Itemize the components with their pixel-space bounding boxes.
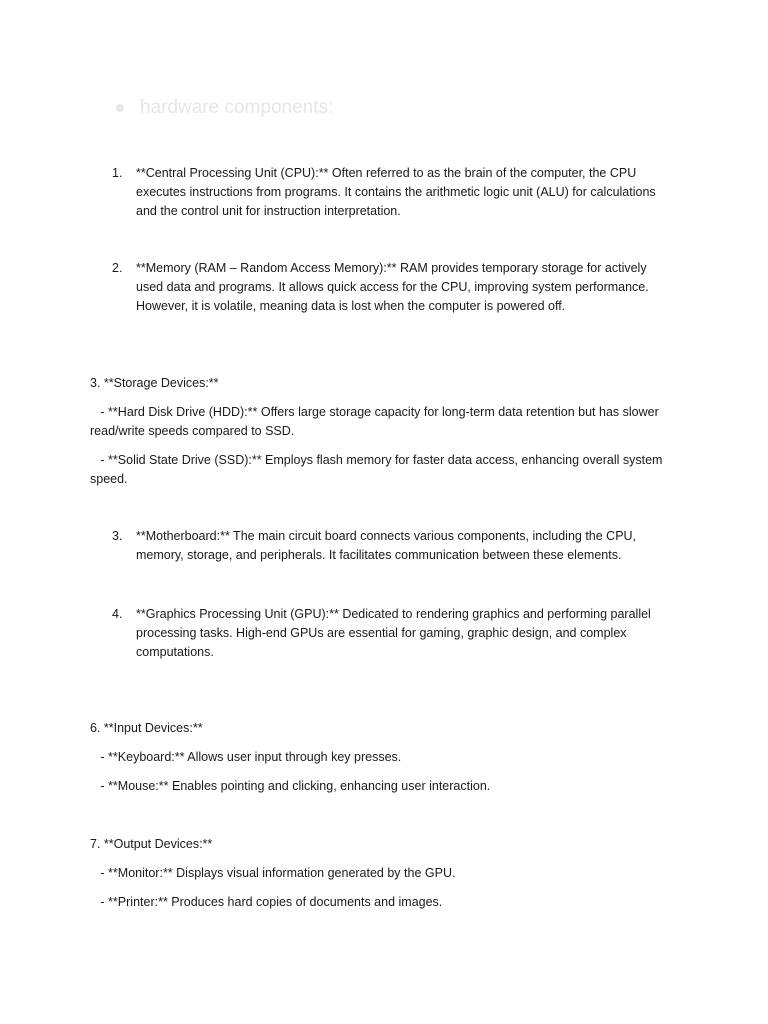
list-text: **Memory (RAM – Random Access Memory):** RAM provides temporary storage for actively used data and programs. It allows quick access for the CPU, improving system performance. However, it is volatile, meaning data is lost when the computer is powered off. — [136, 261, 649, 313]
output-printer-text: - **Printer:** Produces hard copies of documents and images. — [100, 895, 443, 909]
storage-hdd-text: - **Hard Disk Drive (HDD):** Offers large storage capacity for long-term data retention but has slower read/write speeds compared to SSD. — [90, 405, 659, 438]
input-mouse — [90, 777, 670, 796]
input-keyboard — [90, 748, 670, 767]
list-text: **Graphics Processing Unit (GPU):** Dedicated to rendering graphics and performing parallel processing tasks. High-end GPUs are essential for gaming, graphic design, and complex computations. — [136, 607, 651, 659]
output-title: 7. **Output Devices:** — [90, 837, 213, 851]
output-monitor — [90, 864, 670, 883]
output-monitor-text: - **Monitor:** Displays visual information generated by the GPU. — [100, 866, 456, 880]
list-text: **Central Processing Unit (CPU):** Often referred to as the brain of the computer, the CPU executes instructions from programs. It contains the arithmetic logic unit (ALU) for calculations and the control unit for instruction interpretation. — [136, 166, 656, 218]
input-keyboard-text: - **Keyboard:** Allows user input through key presses. — [100, 750, 402, 764]
heading-text: hardware components: — [140, 97, 334, 118]
storage-hdd — [90, 403, 670, 441]
list-number: 1. — [112, 166, 123, 180]
storage-ssd-text: - **Solid State Drive (SSD):** Employs flash memory for faster data access, enhancing overall system speed. — [90, 453, 663, 486]
storage-ssd — [90, 451, 670, 489]
output-printer — [90, 893, 670, 912]
input-mouse-text: - **Mouse:** Enables pointing and clicking, enhancing user interaction. — [100, 779, 491, 793]
list-text: **Motherboard:** The main circuit board connects various components, including the CPU, memory, storage, and peripherals. It facilitates communication between these elements. — [136, 529, 637, 562]
list-number: 4. — [112, 607, 123, 621]
list-number: 3. — [112, 529, 123, 543]
input-title: 6. **Input Devices:** — [90, 721, 203, 735]
storage-title: 3. **Storage Devices:** — [90, 376, 219, 390]
bullet-icon — [116, 104, 124, 112]
list-number: 2. — [112, 261, 123, 275]
section-heading — [114, 96, 333, 120]
